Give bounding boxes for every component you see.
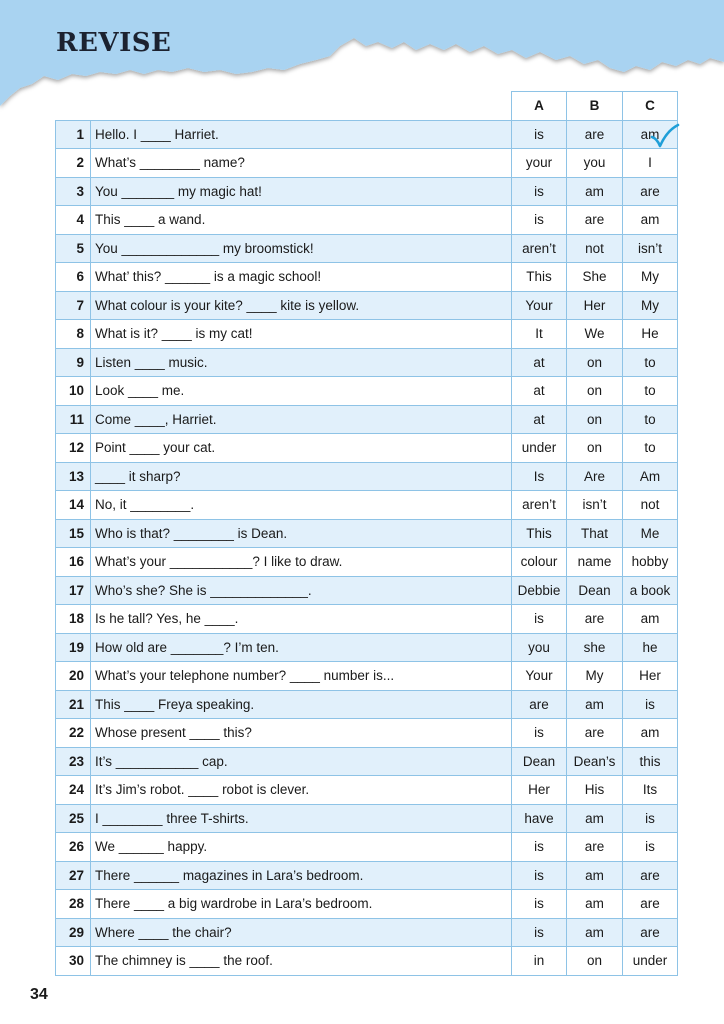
table-row <box>56 605 678 634</box>
question-number: 14 <box>56 491 91 520</box>
table-row <box>56 918 678 947</box>
option-a: aren’t <box>512 234 567 263</box>
table-row <box>56 377 678 406</box>
question-text: Look ____ me. <box>91 377 512 406</box>
question-text: There ____ a big wardrobe in Lara’s bedroom. <box>91 890 512 919</box>
question-number: 30 <box>56 947 91 976</box>
option-a: Your <box>512 291 567 320</box>
question-number: 21 <box>56 690 91 719</box>
option-b: are <box>567 120 623 149</box>
option-a: Debbie <box>512 576 567 605</box>
column-header-b: B <box>567 92 623 121</box>
question-number: 19 <box>56 633 91 662</box>
column-header-row <box>56 92 678 121</box>
question-text: Come ____, Harriet. <box>91 405 512 434</box>
table-row <box>56 719 678 748</box>
option-c: this <box>623 747 678 776</box>
question-number: 23 <box>56 747 91 776</box>
option-b: are <box>567 605 623 634</box>
question-number: 20 <box>56 662 91 691</box>
question-number: 6 <box>56 263 91 292</box>
question-text: What’ this? ______ is a magic school! <box>91 263 512 292</box>
option-a: Her <box>512 776 567 805</box>
option-a: is <box>512 861 567 890</box>
question-text: You _____________ my broomstick! <box>91 234 512 263</box>
question-text: What is it? ____ is my cat! <box>91 320 512 349</box>
option-c: Am <box>623 462 678 491</box>
table-row <box>56 434 678 463</box>
option-c: to <box>623 434 678 463</box>
option-b: on <box>567 434 623 463</box>
option-b: Dean <box>567 576 623 605</box>
quiz-table <box>55 91 678 976</box>
page-title: REVISE <box>56 28 172 58</box>
question-text: The chimney is ____ the roof. <box>91 947 512 976</box>
option-c: My <box>623 291 678 320</box>
option-a: is <box>512 890 567 919</box>
option-b: on <box>567 947 623 976</box>
option-c: isn’t <box>623 234 678 263</box>
option-c: is <box>623 804 678 833</box>
question-text: Who is that? ________ is Dean. <box>91 519 512 548</box>
table-row <box>56 776 678 805</box>
option-a: at <box>512 377 567 406</box>
option-c: are <box>623 177 678 206</box>
option-b: are <box>567 206 623 235</box>
blank-header-cell <box>91 92 512 121</box>
option-a: you <box>512 633 567 662</box>
option-c: Her <box>623 662 678 691</box>
option-a: have <box>512 804 567 833</box>
question-text: How old are _______? I’m ten. <box>91 633 512 662</box>
option-b: She <box>567 263 623 292</box>
option-b: she <box>567 633 623 662</box>
option-c: am <box>623 605 678 634</box>
table-row <box>56 462 678 491</box>
table-row <box>56 890 678 919</box>
option-c: am <box>623 206 678 235</box>
table-row <box>56 149 678 178</box>
option-a: Is <box>512 462 567 491</box>
option-a: aren’t <box>512 491 567 520</box>
question-text: No, it ________. <box>91 491 512 520</box>
option-c: is <box>623 690 678 719</box>
checkmark-icon <box>650 123 680 149</box>
table-row <box>56 804 678 833</box>
table-row <box>56 747 678 776</box>
option-c: to <box>623 348 678 377</box>
question-number: 9 <box>56 348 91 377</box>
table-row <box>56 263 678 292</box>
option-b: on <box>567 405 623 434</box>
option-b: am <box>567 861 623 890</box>
option-c: to <box>623 377 678 406</box>
option-a: in <box>512 947 567 976</box>
option-b: am <box>567 804 623 833</box>
table-row <box>56 633 678 662</box>
question-number: 25 <box>56 804 91 833</box>
question-number: 17 <box>56 576 91 605</box>
option-c: he <box>623 633 678 662</box>
question-number: 1 <box>56 120 91 149</box>
option-a: is <box>512 206 567 235</box>
option-a: is <box>512 833 567 862</box>
option-a: is <box>512 177 567 206</box>
question-number: 18 <box>56 605 91 634</box>
option-c: is <box>623 833 678 862</box>
question-number: 15 <box>56 519 91 548</box>
question-text: This ____ Freya speaking. <box>91 690 512 719</box>
option-b: His <box>567 776 623 805</box>
question-text: Point ____ your cat. <box>91 434 512 463</box>
table-row <box>56 234 678 263</box>
table-row <box>56 206 678 235</box>
option-a: at <box>512 405 567 434</box>
question-number: 4 <box>56 206 91 235</box>
option-b: on <box>567 377 623 406</box>
question-text: There ______ magazines in Lara’s bedroom. <box>91 861 512 890</box>
question-text: What’s your ___________? I like to draw. <box>91 548 512 577</box>
option-c: are <box>623 890 678 919</box>
column-header-c: C <box>623 92 678 121</box>
option-b: Are <box>567 462 623 491</box>
option-b: am <box>567 177 623 206</box>
table-row <box>56 519 678 548</box>
option-c: Me <box>623 519 678 548</box>
question-number: 5 <box>56 234 91 263</box>
option-a: Dean <box>512 747 567 776</box>
option-b: on <box>567 348 623 377</box>
option-b: Dean’s <box>567 747 623 776</box>
option-c: Its <box>623 776 678 805</box>
question-text: What’s your telephone number? ____ number is... <box>91 662 512 691</box>
option-a: is <box>512 918 567 947</box>
question-text: What’s ________ name? <box>91 149 512 178</box>
question-text: What colour is your kite? ____ kite is yellow. <box>91 291 512 320</box>
question-number: 12 <box>56 434 91 463</box>
table-row <box>56 861 678 890</box>
question-text: Who’s she? She is _____________. <box>91 576 512 605</box>
option-c: to <box>623 405 678 434</box>
blank-header-cell <box>56 92 91 121</box>
option-c: am <box>623 120 678 149</box>
option-b: isn’t <box>567 491 623 520</box>
question-text: Hello. I ____ Harriet. <box>91 120 512 149</box>
option-a: your <box>512 149 567 178</box>
option-b: We <box>567 320 623 349</box>
question-number: 26 <box>56 833 91 862</box>
question-text: ____ it sharp? <box>91 462 512 491</box>
table-row <box>56 690 678 719</box>
question-number: 8 <box>56 320 91 349</box>
question-number: 24 <box>56 776 91 805</box>
table-row <box>56 576 678 605</box>
option-a: is <box>512 719 567 748</box>
question-text: It’s Jim’s robot. ____ robot is clever. <box>91 776 512 805</box>
option-b: not <box>567 234 623 263</box>
option-b: Her <box>567 291 623 320</box>
question-text: Listen ____ music. <box>91 348 512 377</box>
question-text: We ______ happy. <box>91 833 512 862</box>
question-number: 28 <box>56 890 91 919</box>
table-row <box>56 548 678 577</box>
page-number: 34 <box>30 986 48 1003</box>
question-number: 22 <box>56 719 91 748</box>
option-a: at <box>512 348 567 377</box>
question-number: 13 <box>56 462 91 491</box>
question-text: Is he tall? Yes, he ____. <box>91 605 512 634</box>
table-row <box>56 405 678 434</box>
option-c: not <box>623 491 678 520</box>
option-a: colour <box>512 548 567 577</box>
table-row <box>56 947 678 976</box>
table-row <box>56 291 678 320</box>
table-row <box>56 348 678 377</box>
table-row <box>56 491 678 520</box>
question-number: 27 <box>56 861 91 890</box>
table-row <box>56 833 678 862</box>
question-text: I ________ three T-shirts. <box>91 804 512 833</box>
option-b: you <box>567 149 623 178</box>
option-c: hobby <box>623 548 678 577</box>
option-c: am <box>623 719 678 748</box>
question-number: 3 <box>56 177 91 206</box>
option-a: is <box>512 120 567 149</box>
option-b: My <box>567 662 623 691</box>
question-number: 2 <box>56 149 91 178</box>
question-text: It’s ___________ cap. <box>91 747 512 776</box>
option-a: are <box>512 690 567 719</box>
option-b: am <box>567 918 623 947</box>
question-text: You _______ my magic hat! <box>91 177 512 206</box>
question-number: 10 <box>56 377 91 406</box>
option-a: It <box>512 320 567 349</box>
table-row <box>56 662 678 691</box>
option-c: are <box>623 861 678 890</box>
question-number: 16 <box>56 548 91 577</box>
option-c: under <box>623 947 678 976</box>
option-c: He <box>623 320 678 349</box>
option-b: are <box>567 833 623 862</box>
table-row <box>56 320 678 349</box>
question-text: Where ____ the chair? <box>91 918 512 947</box>
question-text: This ____ a wand. <box>91 206 512 235</box>
option-c: My <box>623 263 678 292</box>
option-c: a book <box>623 576 678 605</box>
column-header-a: A <box>512 92 567 121</box>
option-a: is <box>512 605 567 634</box>
table-row <box>56 177 678 206</box>
option-a: This <box>512 263 567 292</box>
option-b: am <box>567 890 623 919</box>
option-b: am <box>567 690 623 719</box>
question-number: 7 <box>56 291 91 320</box>
option-b: That <box>567 519 623 548</box>
option-c: are <box>623 918 678 947</box>
table-row <box>56 120 678 149</box>
option-b: are <box>567 719 623 748</box>
option-a: Your <box>512 662 567 691</box>
option-a: under <box>512 434 567 463</box>
question-number: 29 <box>56 918 91 947</box>
question-text: Whose present ____ this? <box>91 719 512 748</box>
option-b: name <box>567 548 623 577</box>
option-c: I <box>623 149 678 178</box>
question-number: 11 <box>56 405 91 434</box>
quiz-body <box>56 120 678 975</box>
option-a: This <box>512 519 567 548</box>
